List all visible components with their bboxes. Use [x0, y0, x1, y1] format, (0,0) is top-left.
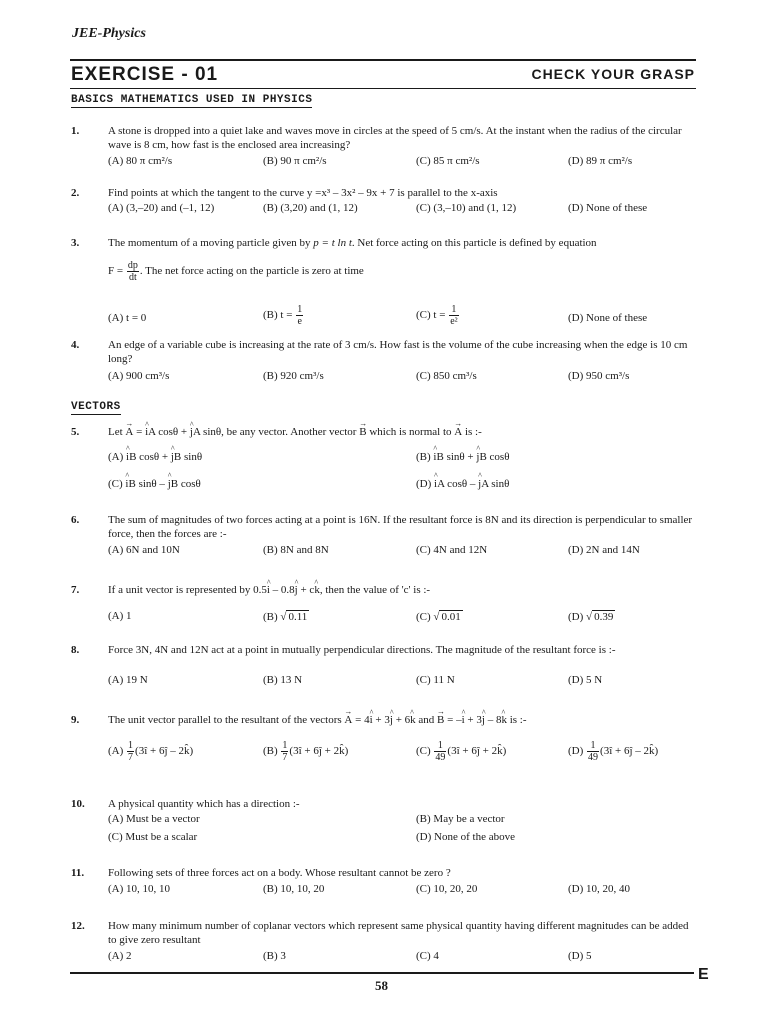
title-rule	[70, 88, 696, 89]
option-label: (C)	[416, 611, 431, 623]
question-text-part: The unit vector parallel to the resultant of the vectors	[108, 714, 342, 726]
option-a	[108, 451, 202, 463]
term: A cosθ –	[437, 478, 479, 490]
term: A sinθ	[192, 426, 222, 438]
option-label: (D)	[568, 745, 584, 758]
question-1	[71, 124, 696, 152]
question-text-part: , then the value of 'c' is :-	[319, 584, 431, 596]
fraction-denominator: 49	[588, 752, 599, 763]
fraction-denominator: e²	[450, 316, 458, 327]
question-7	[71, 583, 696, 597]
question-text-part: and	[418, 714, 435, 726]
question-10	[71, 797, 696, 811]
question-number: 3.	[71, 237, 80, 249]
term: + 6	[392, 714, 411, 726]
unit-j: ^ j	[390, 713, 393, 727]
unit-j: ^ j	[482, 713, 485, 727]
fraction-numerator: dp	[127, 260, 138, 271]
option-c: (C) 4N and 12N	[416, 544, 488, 556]
option-label: (D)	[416, 478, 432, 490]
option-a: (A) 900 cm³/s	[108, 370, 170, 382]
option-a: (A) Must be a vector	[108, 813, 200, 825]
fraction-numerator: 1	[297, 304, 303, 315]
option-b	[263, 740, 348, 763]
question-5	[71, 425, 696, 439]
term: – 8	[484, 714, 502, 726]
option-a: (A) 6N and 10N	[108, 544, 180, 556]
question-number: 8.	[71, 644, 80, 656]
option-c	[416, 740, 506, 763]
term: – 0.8	[272, 584, 295, 596]
option-label: (B)	[263, 745, 278, 758]
option-d: (D) 2N and 14N	[568, 544, 640, 556]
question-number: 1.	[71, 125, 80, 137]
term: A sinθ	[481, 478, 510, 490]
question-text: How many minimum number of coplanar vectors which represent same physical quantity having different magnitudes can be added to give zero resultant	[108, 920, 689, 946]
option-c: (C) 4	[416, 950, 439, 962]
fraction-dp-dt	[127, 260, 139, 283]
vector-a: → A	[454, 425, 462, 439]
option-a: (A) (3,–20) and (–1, 12)	[108, 202, 215, 214]
option-a: (A) 10, 10, 10	[108, 883, 171, 895]
question-text	[108, 236, 696, 250]
option-a	[108, 740, 193, 763]
question-text-part: , be any vector. Another vector	[221, 426, 357, 438]
term: + 3	[464, 714, 482, 726]
option-c	[416, 304, 460, 327]
question-text-part: The momentum of a moving particle given by	[108, 237, 311, 249]
unit-j: ^ j	[168, 478, 171, 490]
fraction-numerator: 1	[434, 740, 446, 752]
unit-i: ^ i	[370, 713, 373, 727]
option-b: (B) 90 π cm²/s	[263, 155, 327, 167]
force-lhs: F =	[108, 265, 124, 278]
vector-expression: (3î + 6ĵ + 2k̂)	[289, 745, 349, 758]
unit-i: ^ i	[462, 713, 465, 727]
question-number: 2.	[71, 187, 80, 199]
term: B sinθ +	[436, 451, 477, 463]
option-label: (D)	[568, 611, 584, 623]
unit-j: ^ j	[478, 478, 481, 490]
question-text: Following sets of three forces act on a body. Whose resultant cannot be zero ?	[108, 867, 451, 879]
option-label: (C)	[416, 745, 431, 758]
term: B cosθ +	[129, 451, 171, 463]
unit-j: ^ j	[190, 425, 193, 439]
unit-i: ^ i	[434, 478, 437, 490]
equals: =	[133, 426, 146, 438]
sqrt-value: 0.01	[441, 611, 461, 623]
unit-i: ^ i	[267, 583, 270, 597]
option-c: (C) √ 0.01	[416, 611, 461, 623]
question-number: 4.	[71, 339, 80, 351]
option-label: (C)	[108, 478, 123, 490]
option-label: (B) t =	[263, 309, 293, 322]
term: + 3	[372, 714, 390, 726]
option-label: (B)	[416, 451, 431, 463]
question-text: Find points at which the tangent to the curve y =x³ – 3x² – 9x + 7 is parallel to the x-axis	[108, 187, 498, 199]
unit-k: ^ k	[501, 713, 507, 727]
fraction-numerator: 1	[449, 304, 458, 316]
section-basics-heading: BASICS MATHEMATICS USED IN PHYSICS	[71, 94, 313, 106]
question-8	[71, 643, 696, 657]
question-number: 11.	[71, 867, 85, 879]
term: B sinθ	[173, 451, 203, 463]
question-text: An edge of a variable cube is increasing at the rate of 3 cm/s. How fast is the volume of the cube increasing when the edge is 10 cm long?	[108, 339, 688, 365]
option-c: (C) 10, 20, 20	[416, 883, 478, 895]
unit-i: ^ i	[145, 425, 148, 439]
option-c: (C) (3,–10) and (1, 12)	[416, 202, 517, 214]
question-text-part: is :-	[509, 714, 527, 726]
option-label: (A)	[108, 451, 124, 463]
term: = 4	[355, 714, 370, 726]
question-11	[71, 866, 696, 880]
option-d: (D) 5	[568, 950, 592, 962]
term: = –	[447, 714, 462, 726]
vector-expression: (3î + 6ĵ – 2k̂)	[600, 745, 659, 758]
option-b: (B) (3,20) and (1, 12)	[263, 202, 358, 214]
question-3-equation	[71, 260, 696, 283]
fraction-numerator: 1	[128, 740, 134, 751]
question-12	[71, 919, 696, 947]
option-b: (B) √ 0.11	[263, 611, 308, 623]
option-c: (C) 11 N	[416, 674, 455, 686]
question-number: 10.	[71, 798, 85, 810]
sqrt-value: 0.11	[288, 611, 308, 623]
unit-k: ^ k	[410, 713, 416, 727]
question-text-part: . The net force acting on the particle is zero at time	[139, 265, 364, 278]
fraction-denominator: e	[297, 316, 302, 327]
term: B sinθ –	[128, 478, 168, 490]
option-label: (B)	[263, 611, 278, 623]
option-label: (C) t =	[416, 309, 446, 322]
question-6	[71, 513, 696, 541]
unit-k: ^ k	[314, 583, 320, 597]
momentum-expression: p = t ln t	[313, 237, 352, 249]
unit-i: ^ i	[433, 451, 436, 463]
question-text	[108, 713, 696, 727]
fraction-denominator: 7	[128, 752, 134, 763]
question-text-part: Let	[108, 426, 123, 438]
option-d: (D) None of these	[568, 202, 648, 214]
term: + c	[300, 584, 315, 596]
sqrt-value: 0.39	[594, 611, 614, 623]
question-text	[108, 425, 696, 439]
option-d: (D) None of these	[568, 312, 648, 324]
question-number: 5.	[71, 426, 80, 438]
unit-i: ^ i	[125, 478, 128, 490]
fraction-denominator: dt	[128, 272, 137, 283]
option-a: (A) 19 N	[108, 674, 148, 686]
option-b: (B) 10, 10, 20	[263, 883, 325, 895]
option-a: (A) 1	[108, 610, 132, 622]
option-d: (D) 89 π cm²/s	[568, 155, 633, 167]
option-b: (B) 8N and 8N	[263, 544, 329, 556]
question-3	[71, 236, 696, 250]
term: 0.5	[253, 584, 267, 596]
question-text-part: which is normal to	[369, 426, 452, 438]
question-number: 12.	[71, 920, 85, 932]
header-rule	[70, 59, 696, 61]
option-d	[568, 740, 658, 763]
option-label: (A)	[108, 745, 124, 758]
fraction-denominator: 7	[282, 752, 288, 763]
question-2	[71, 186, 696, 200]
option-a: (A) 80 π cm²/s	[108, 155, 173, 167]
question-number: 9.	[71, 714, 80, 726]
option-d: (D) None of the above	[416, 831, 515, 843]
vector-b: → B	[437, 713, 444, 727]
vector-b: → B	[359, 425, 366, 439]
question-number: 6.	[71, 514, 80, 526]
question-4	[71, 338, 696, 366]
corner-label: E	[698, 966, 709, 983]
unit-i: ^ i	[126, 451, 129, 463]
term: A cosθ +	[148, 426, 190, 438]
option-d	[416, 478, 509, 490]
vector-a: → A	[344, 713, 352, 727]
option-c: (C) 85 π cm²/s	[416, 155, 480, 167]
check-your-grasp-title: CHECK YOUR GRASP	[531, 66, 695, 82]
question-text: A physical quantity which has a direction :-	[108, 798, 300, 810]
option-b: (B) 920 cm³/s	[263, 370, 324, 382]
question-text	[108, 583, 696, 597]
vector-expression: (3î + 6ĵ – 2k̂)	[135, 745, 194, 758]
option-b: (B) 13 N	[263, 674, 303, 686]
fraction-numerator: 1	[587, 740, 599, 752]
exercise-title: EXERCISE - 01	[71, 64, 219, 85]
question-text: A stone is dropped into a quiet lake and waves move in circles at the speed of 5 cm/s. At the instant when the radius of the circular wave is 8 cm, how fast is the enclosed area increasing?	[108, 125, 682, 151]
question-text-part: is :-	[464, 426, 482, 438]
fraction-numerator: 1	[282, 740, 288, 751]
question-9	[71, 713, 696, 727]
question-text: Force 3N, 4N and 12N act at a point in mutually perpendicular directions. The magnitude of the resultant force is :-	[108, 644, 616, 656]
option-d: (D) 5 N	[568, 674, 603, 686]
question-number: 7.	[71, 584, 80, 596]
option-a: (A) 2	[108, 950, 132, 962]
section-vectors-heading: VECTORS	[71, 401, 121, 413]
vector-expression: (3î + 6ĵ + 2k̂)	[447, 745, 507, 758]
term: B cosθ	[479, 451, 510, 463]
unit-j: ^ j	[295, 583, 298, 597]
vector-a: → A	[125, 425, 133, 439]
option-a: (A) t = 0	[108, 312, 147, 324]
option-c	[108, 478, 201, 490]
footer-rule	[70, 972, 694, 974]
fraction-denominator: 49	[435, 752, 446, 763]
option-b	[416, 451, 509, 463]
question-text-part: . Net force acting on this particle is defined by equation	[351, 237, 597, 249]
option-b: (B) May be a vector	[416, 813, 505, 825]
unit-j: ^ j	[476, 451, 479, 463]
page-number: 58	[375, 978, 388, 993]
option-d: (D) 950 cm³/s	[568, 370, 630, 382]
option-d: (D) 10, 20, 40	[568, 883, 631, 895]
unit-j: ^ j	[171, 451, 174, 463]
question-text-part: If a unit vector is represented by	[108, 584, 251, 596]
option-b	[263, 304, 304, 327]
header-brand: JEE-Physics	[72, 26, 146, 41]
option-c: (C) Must be a scalar	[108, 831, 198, 843]
option-b: (B) 3	[263, 950, 286, 962]
option-d: (D) √ 0.39	[568, 611, 614, 623]
question-text: The sum of magnitudes of two forces acting at a point is 16N. If the resultant force is 8N and its direction is perpendicular to smaller force, then the forces are :-	[108, 514, 693, 540]
option-c: (C) 850 cm³/s	[416, 370, 477, 382]
term: B cosθ	[170, 478, 201, 490]
